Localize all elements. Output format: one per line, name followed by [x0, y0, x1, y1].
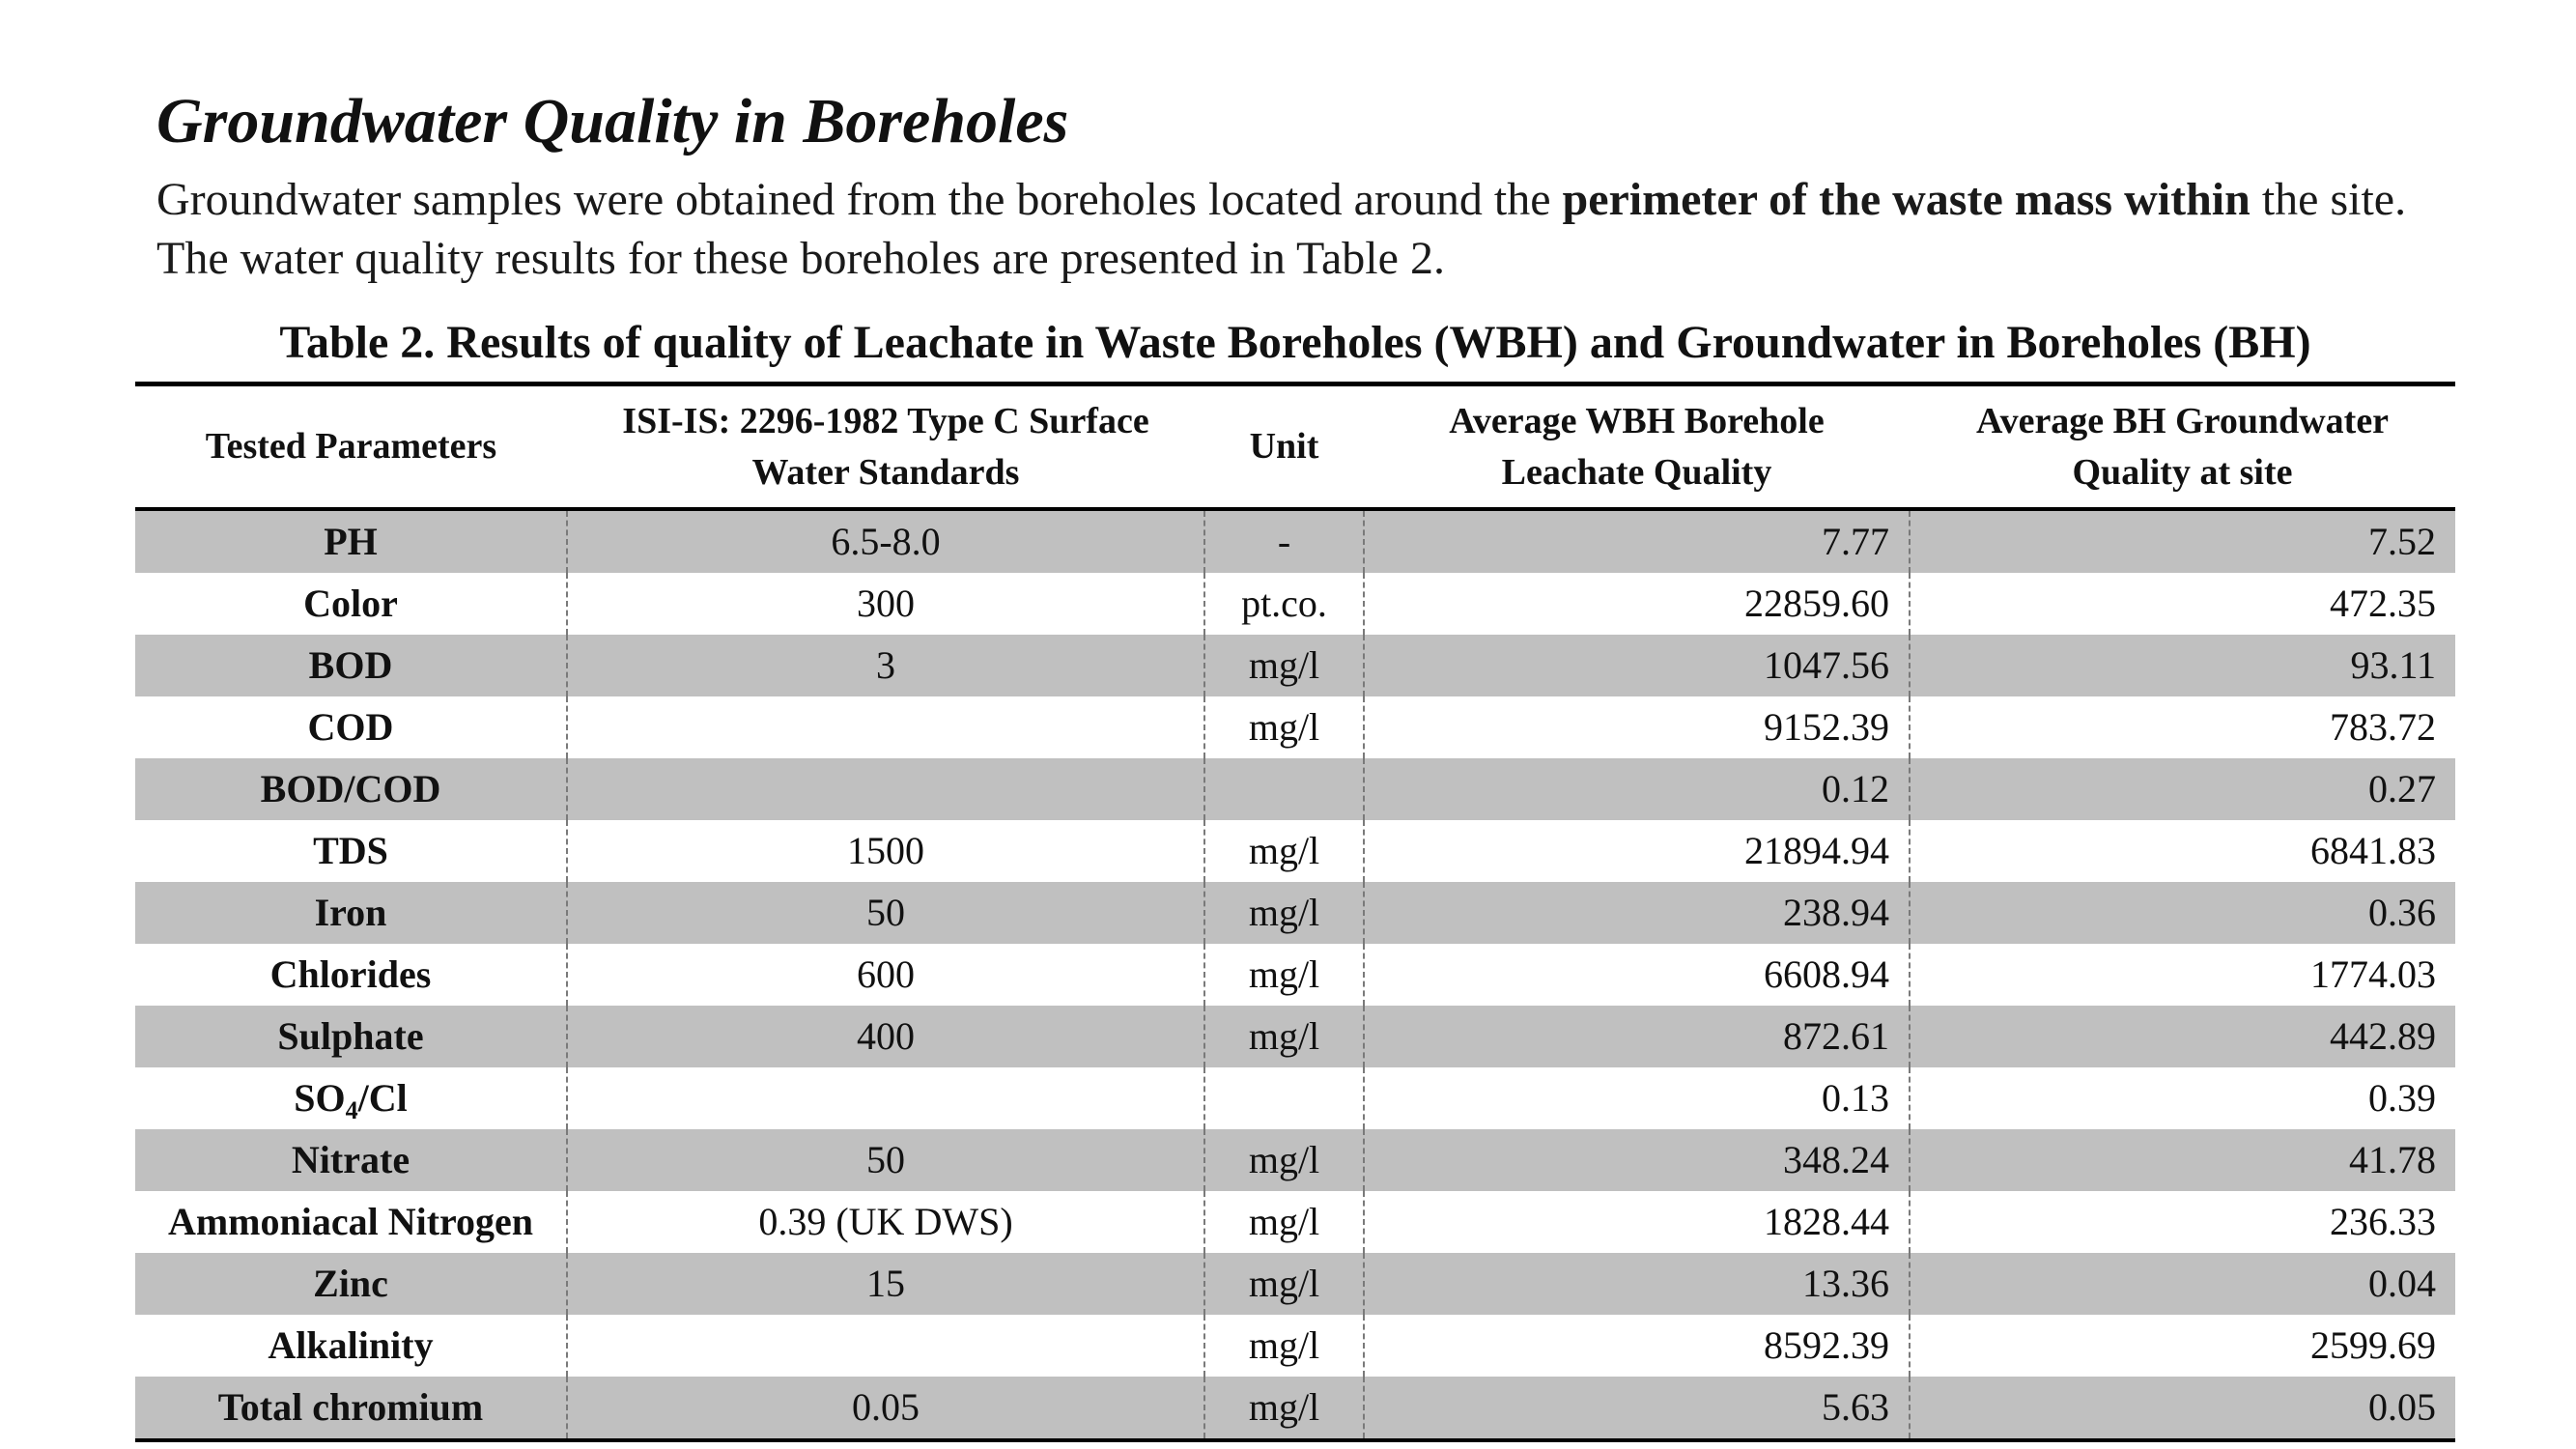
- column-header-bh: Average BH Groundwater Quality at site: [1910, 384, 2455, 510]
- cell-unit: mg/l: [1204, 1006, 1364, 1067]
- cell-standard: 50: [567, 1129, 1204, 1191]
- cell-parameter: [135, 1067, 567, 1129]
- cell-unit: mg/l: [1204, 696, 1364, 758]
- cell-parameter: TDS: [135, 820, 567, 882]
- table-row: [135, 573, 2455, 635]
- column-header-standard: ISI-IS: 2296-1982 Type C Surface Water Standards: [567, 384, 1204, 510]
- intro-text-end: the site. The water quality results for these boreholes are presented in Table 2.: [156, 174, 2407, 284]
- table-row: [135, 1067, 2455, 1129]
- cell-standard: [567, 1067, 1204, 1129]
- cell-parameter: Zinc: [135, 1253, 567, 1315]
- cell-parameter: BOD/COD: [135, 758, 567, 820]
- cell-unit: mg/l: [1204, 944, 1364, 1006]
- cell-parameter: Nitrate: [135, 1129, 567, 1191]
- cell-bh-value: 0.39: [1910, 1067, 2455, 1129]
- cell-unit: mg/l: [1204, 1315, 1364, 1377]
- table-row: [135, 635, 2455, 696]
- cell-unit: mg/l: [1204, 1191, 1364, 1253]
- cell-unit: [1204, 758, 1364, 820]
- table-row: [135, 1253, 2455, 1315]
- cell-parameter: Alkalinity: [135, 1315, 567, 1377]
- cell-parameter: Ammoniacal Nitrogen: [135, 1191, 567, 1253]
- cell-wbh-value: 9152.39: [1364, 696, 1910, 758]
- cell-wbh-value: 21894.94: [1364, 820, 1910, 882]
- column-header-unit: Unit: [1204, 384, 1364, 510]
- cell-bh-value: 236.33: [1910, 1191, 2455, 1253]
- table-row: [135, 882, 2455, 944]
- table-row: [135, 1191, 2455, 1253]
- cell-wbh-value: 872.61: [1364, 1006, 1910, 1067]
- intro-paragraph: [156, 170, 2455, 288]
- cell-unit: mg/l: [1204, 1253, 1364, 1315]
- cell-bh-value: 41.78: [1910, 1129, 2455, 1191]
- cell-unit: [1204, 1067, 1364, 1129]
- cell-wbh-value: 8592.39: [1364, 1315, 1910, 1377]
- results-table: [135, 382, 2455, 1442]
- cell-wbh-value: 348.24: [1364, 1129, 1910, 1191]
- cell-bh-value: 783.72: [1910, 696, 2455, 758]
- cell-wbh-value: 1047.56: [1364, 635, 1910, 696]
- table-row: [135, 1006, 2455, 1067]
- section-heading: Groundwater Quality in Boreholes: [156, 86, 1069, 156]
- cell-bh-value: 7.52: [1910, 509, 2455, 573]
- cell-standard: 1500: [567, 820, 1204, 882]
- cell-standard: 50: [567, 882, 1204, 944]
- cell-standard: 0.39 (UK DWS): [567, 1191, 1204, 1253]
- cell-unit: mg/l: [1204, 820, 1364, 882]
- table-row: [135, 1315, 2455, 1377]
- cell-bh-value: 0.27: [1910, 758, 2455, 820]
- cell-standard: 6.5-8.0: [567, 509, 1204, 573]
- table-body: [135, 509, 2455, 1440]
- intro-text-start: Groundwater samples were obtained from the boreholes located around the: [156, 174, 1563, 225]
- cell-parameter: COD: [135, 696, 567, 758]
- table-row: [135, 1377, 2455, 1440]
- cell-wbh-value: 22859.60: [1364, 573, 1910, 635]
- header-row: [135, 384, 2455, 510]
- cell-standard: 0.05: [567, 1377, 1204, 1440]
- cell-parameter: Color: [135, 573, 567, 635]
- cell-unit: mg/l: [1204, 1129, 1364, 1191]
- table-row: [135, 509, 2455, 573]
- cell-bh-value: 93.11: [1910, 635, 2455, 696]
- cell-standard: 3: [567, 635, 1204, 696]
- cell-wbh-value: 6608.94: [1364, 944, 1910, 1006]
- cell-bh-value: 442.89: [1910, 1006, 2455, 1067]
- cell-unit: mg/l: [1204, 882, 1364, 944]
- cell-wbh-value: 238.94: [1364, 882, 1910, 944]
- formula-part: /Cl: [357, 1076, 408, 1120]
- cell-standard: 300: [567, 573, 1204, 635]
- cell-unit: mg/l: [1204, 1377, 1364, 1440]
- cell-unit: pt.co.: [1204, 573, 1364, 635]
- cell-unit: mg/l: [1204, 635, 1364, 696]
- cell-bh-value: 0.04: [1910, 1253, 2455, 1315]
- cell-wbh-value: 7.77: [1364, 509, 1910, 573]
- cell-bh-value: 1774.03: [1910, 944, 2455, 1006]
- cell-standard: 15: [567, 1253, 1204, 1315]
- cell-standard: [567, 696, 1204, 758]
- column-header-parameter: Tested Parameters: [135, 384, 567, 510]
- cell-wbh-value: 1828.44: [1364, 1191, 1910, 1253]
- cell-standard: [567, 1315, 1204, 1377]
- table-row: [135, 1129, 2455, 1191]
- formula-part: SO: [294, 1076, 346, 1120]
- table-header: [135, 384, 2455, 510]
- cell-wbh-value: 0.12: [1364, 758, 1910, 820]
- cell-parameter: Total chromium: [135, 1377, 567, 1440]
- table-caption: Table 2. Results of quality of Leachate in Waste Boreholes (WBH) and Groundwater in Boreholes (BH): [279, 317, 2311, 368]
- column-header-wbh: Average WBH Borehole Leachate Quality: [1364, 384, 1910, 510]
- cell-bh-value: 2599.69: [1910, 1315, 2455, 1377]
- table-row: [135, 820, 2455, 882]
- cell-parameter: Chlorides: [135, 944, 567, 1006]
- cell-parameter: Sulphate: [135, 1006, 567, 1067]
- cell-wbh-value: 5.63: [1364, 1377, 1910, 1440]
- cell-standard: 600: [567, 944, 1204, 1006]
- table-row: [135, 696, 2455, 758]
- cell-parameter: Iron: [135, 882, 567, 944]
- cell-bh-value: 0.05: [1910, 1377, 2455, 1440]
- cell-parameter: PH: [135, 509, 567, 573]
- cell-bh-value: 6841.83: [1910, 820, 2455, 882]
- cell-standard: 400: [567, 1006, 1204, 1067]
- intro-emphasis: perimeter of the waste mass within: [1562, 174, 2250, 225]
- cell-wbh-value: 0.13: [1364, 1067, 1910, 1129]
- cell-wbh-value: 13.36: [1364, 1253, 1910, 1315]
- cell-bh-value: 0.36: [1910, 882, 2455, 944]
- cell-standard: [567, 758, 1204, 820]
- cell-unit: -: [1204, 509, 1364, 573]
- table-row: [135, 944, 2455, 1006]
- cell-bh-value: 472.35: [1910, 573, 2455, 635]
- table-row: [135, 758, 2455, 820]
- formula-subscript: 4: [345, 1096, 358, 1124]
- cell-parameter: BOD: [135, 635, 567, 696]
